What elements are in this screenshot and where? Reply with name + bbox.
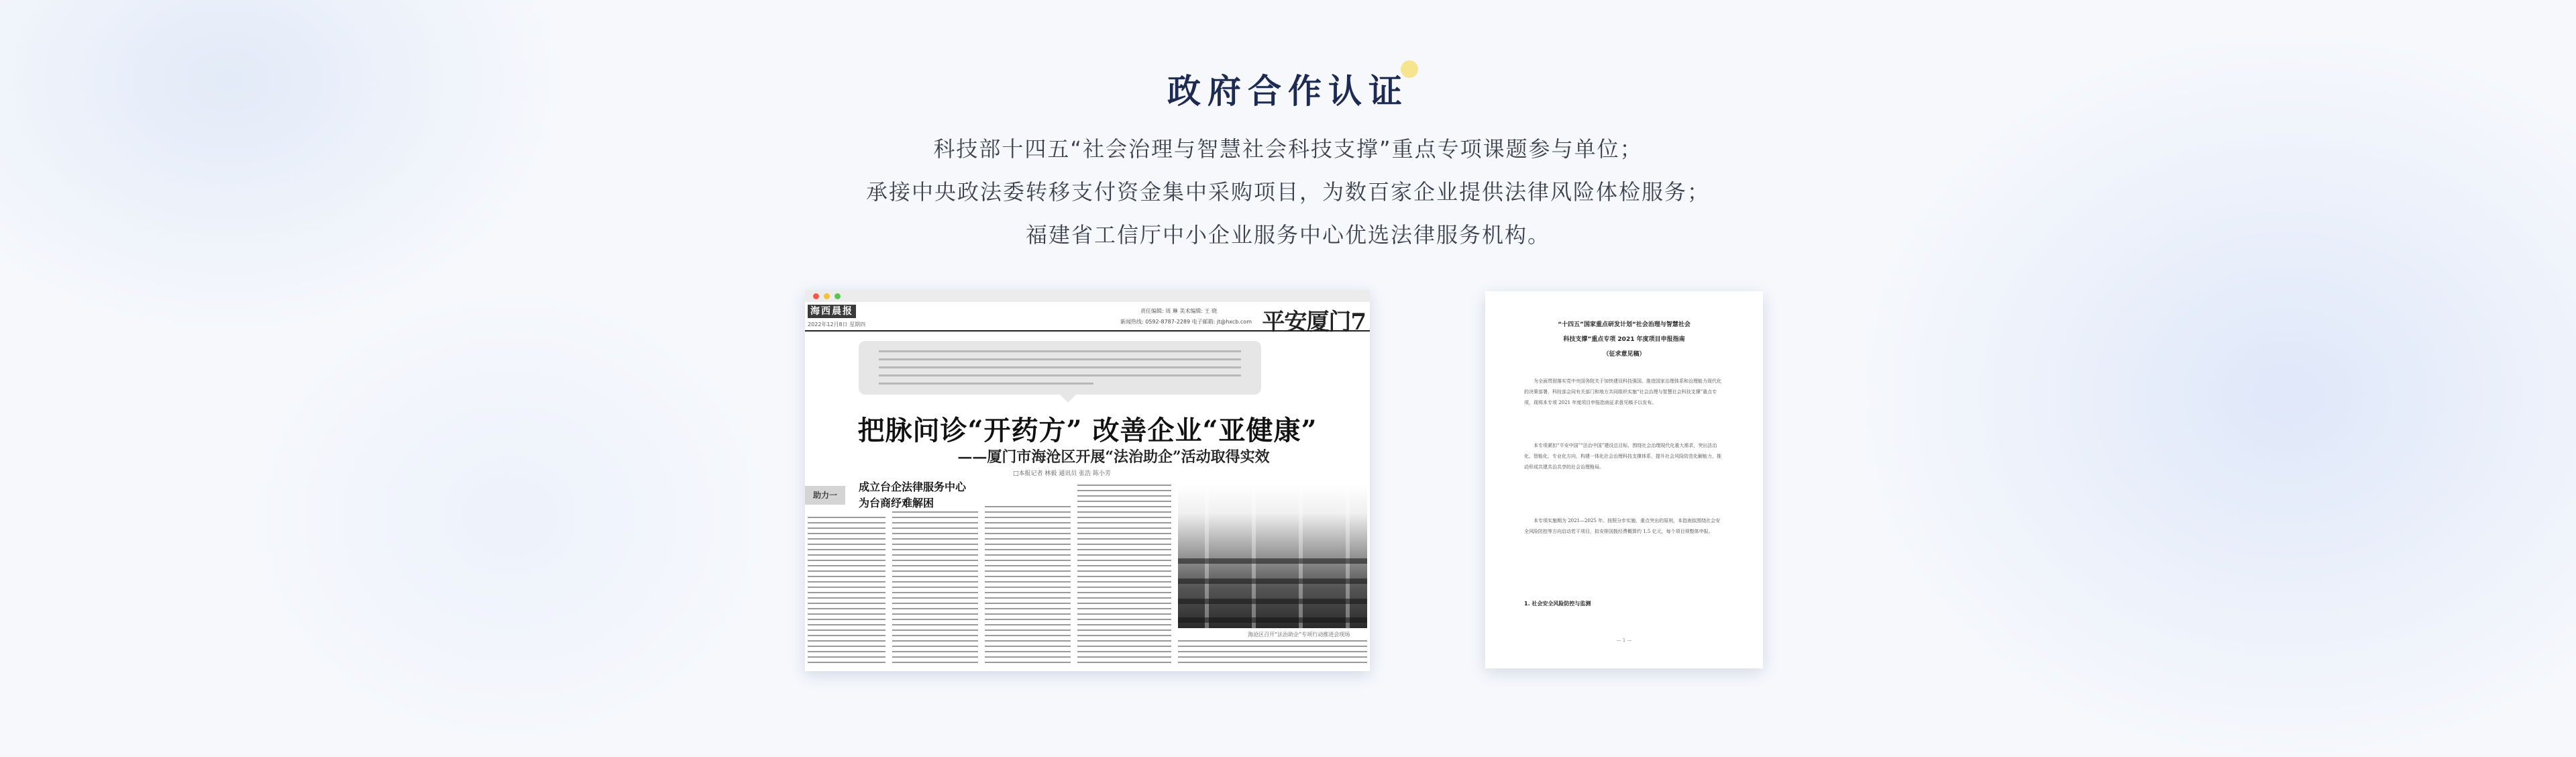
document-paragraph-2: 本专项紧扣“平安中国”“法治中国”建设总目标，围绕社会治理现代化重大需求，突出法治化、智能化、专业化方向，构建一体化社会治理科技支撑体系，提升社会风险防范化解能力，推动形成共建共治共享的社会治理格局。 [1524, 443, 1721, 470]
window-titlebar [805, 290, 1370, 302]
description-line-1: 科技部十四五“社会治理与智慧社会科技支撑”重点专项课题参与单位； [933, 136, 1643, 162]
newspaper-subhead: ——厦门市海沧区开展“法治助企”活动取得实效 [957, 448, 1270, 466]
section-title-line-2: 为台商纾难解困 [859, 497, 934, 509]
newspaper-contact: 新闻热线: 0592-8787-2289 电子邮箱: jt@hxcb.com [1120, 319, 1252, 325]
newspaper-section-tag: 助力一 [805, 486, 845, 505]
lead-box-pointer [1060, 395, 1076, 403]
newspaper-date: 2022年12月8日 星期四 [808, 321, 866, 327]
meeting-photo [1178, 485, 1367, 628]
newspaper-lead-box [859, 341, 1261, 395]
title-section [0, 64, 2576, 113]
photo-caption: 海沧区召开“法治助企”专项行动推进会现场 [1248, 632, 1350, 638]
newspaper-byline: □本报记者 林毅 通讯员 张浩 陈小芳 [1013, 470, 1111, 477]
lead-text-line [879, 374, 1241, 376]
newspaper-section-title [859, 479, 966, 511]
lead-text-line [879, 366, 1241, 368]
document-title-line-3: （征求意见稿） [1603, 351, 1646, 358]
lead-text-line [879, 383, 1093, 385]
newspaper-logo: 海西晨报 [808, 305, 856, 318]
newspaper-image [805, 290, 1370, 671]
window-maximize-dot [835, 293, 841, 299]
document-title-line-2: 科技支撑”重点专项 2021 年度项目申报指南 [1563, 336, 1685, 343]
description-line-2: 承接中央政法委转移支付资金集中采购项目，为数百家企业提供法律风险体检服务； [865, 179, 1710, 205]
government-document-image [1485, 291, 1763, 668]
description-line-3: 福建省工信厅中小企业服务中心优选法律服务机构。 [1025, 222, 1550, 248]
document-paragraph-1: 为全面贯彻落实党中央国务院关于加快建设科技强国、推进国家治理体系和治理能力现代化的决策部署，科技部会同有关部门和地方共同组织实施“社会治理与智慧社会科技支撑”重点专项，现将本专项 2021 年度项目申报指南征求意见稿予以发布。 [1524, 378, 1721, 405]
document-paragraph-3: 本专项实施期为 2021—2025 年。按照分步实施、重点突出的原则，本指南拟围绕社会安全风险防控等方向启动若干项目，拟安排国拨经费概算约 1.5 亿元，每个项目须整体申报。 [1524, 518, 1721, 534]
window-close-dot [813, 293, 819, 299]
background-glow-center [241, 282, 778, 752]
description [0, 128, 2576, 256]
newspaper-headline: 把脉问诊“开药方” 改善企业“亚健康” [857, 415, 1318, 446]
document-page-number: — 1 — [1616, 638, 1632, 643]
document-title-line-1: “十四五”国家重点研发计划“社会治理与智慧社会 [1558, 321, 1690, 328]
lead-text-line [879, 350, 1241, 352]
page-title [1167, 64, 1409, 113]
section-title-line-1: 成立台企法律服务中心 [859, 481, 967, 493]
page-title-text: 政府合作认证 [1167, 72, 1409, 111]
document-section-heading: 1. 社会安全风险防控与监测 [1524, 601, 1591, 607]
newspaper-editors: 责任编辑: 周 琳 美术编辑: 王 晓 [1140, 308, 1218, 314]
window-minimize-dot [824, 293, 830, 299]
newspaper-masthead [805, 302, 1370, 336]
newspaper-section-name: 平安厦门7 [1262, 309, 1366, 336]
lead-text-line [879, 358, 1241, 360]
